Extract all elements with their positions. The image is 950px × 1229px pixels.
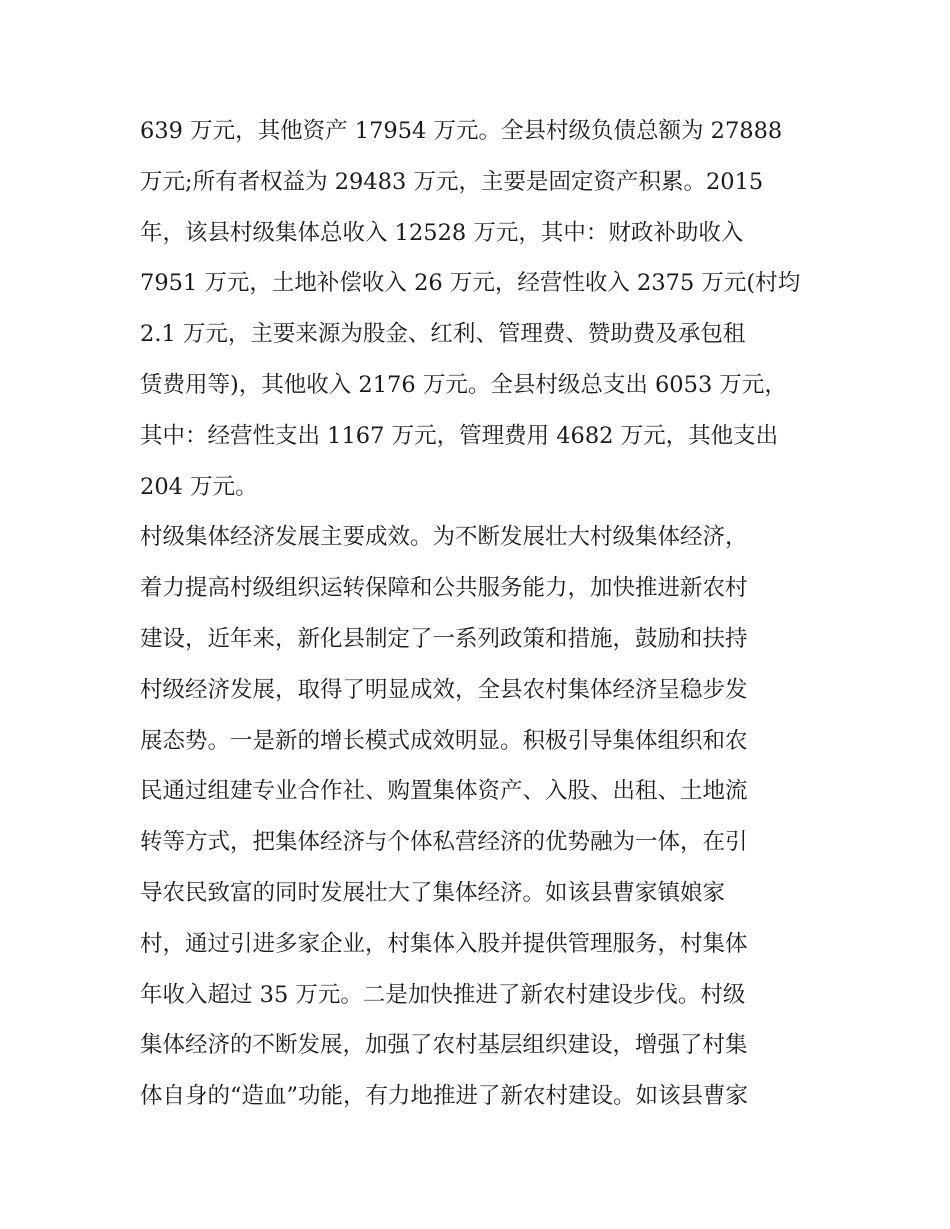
text-line: 民通过组建专业合作社、购置集体资产、入股、出租、土地流 <box>140 778 748 805</box>
text-line: 集体经济的不断发展，加强了农村基层组织建设，增强了村集 <box>140 1032 748 1059</box>
text-line: 204 万元。 <box>140 473 258 500</box>
text-line: 639 万元，其他资产 17954 万元。全县村级负债总额为 27888 <box>140 118 783 144</box>
text-line: 7951 万元，土地补偿收入 26 万元，经营性收入 2375 万元(村均 <box>140 270 801 297</box>
text-line: 体自身的“造血”功能，有力地推进了新农村建设。如该县曹家 <box>140 1083 749 1110</box>
text-line: 赁费用等)，其他收入 2176 万元。全县村级总支出 6053 万元， <box>140 371 787 398</box>
text-line: 着力提高村级组织运转保障和公共服务能力，加快推进新农村 <box>140 575 748 602</box>
text-line: 其中：经营性支出 1167 万元，管理费用 4682 万元，其他支出 <box>140 422 779 449</box>
text-line: 导农民致富的同时发展壮大了集体经济。如该县曹家镇娘家 <box>140 879 726 906</box>
text-line: 建设，近年来，新化县制定了一系列政策和措施，鼓励和扶持 <box>140 625 748 652</box>
text-line: 2.1 万元，主要来源为股金、红利、管理费、赞助费及承包租 <box>140 321 746 348</box>
text-line: 年收入超过 35 万元。二是加快推进了新农村建设步伐。村级 <box>140 981 746 1008</box>
text-line: 村，通过引进多家企业，村集体入股并提供管理服务，村集体 <box>140 930 748 957</box>
text-line: 展态势。一是新的增长模式成效明显。积极引导集体组织和农 <box>140 727 748 754</box>
text-line: 村级集体经济发展主要成效。为不断发展壮大村级集体经济， <box>140 524 748 551</box>
body-text <box>140 106 820 1122</box>
text-line: 万元;所有者权益为 29483 万元，主要是固定资产积累。2015 <box>140 168 764 195</box>
text-line: 转等方式，把集体经济与个体私营经济的优势融为一体，在引 <box>140 829 748 856</box>
text-line: 村级经济发展，取得了明显成效，全县农村集体经济呈稳步发 <box>140 676 748 703</box>
text-line: 年，该县村级集体总收入 12528 万元，其中：财政补助收入 <box>140 219 744 246</box>
